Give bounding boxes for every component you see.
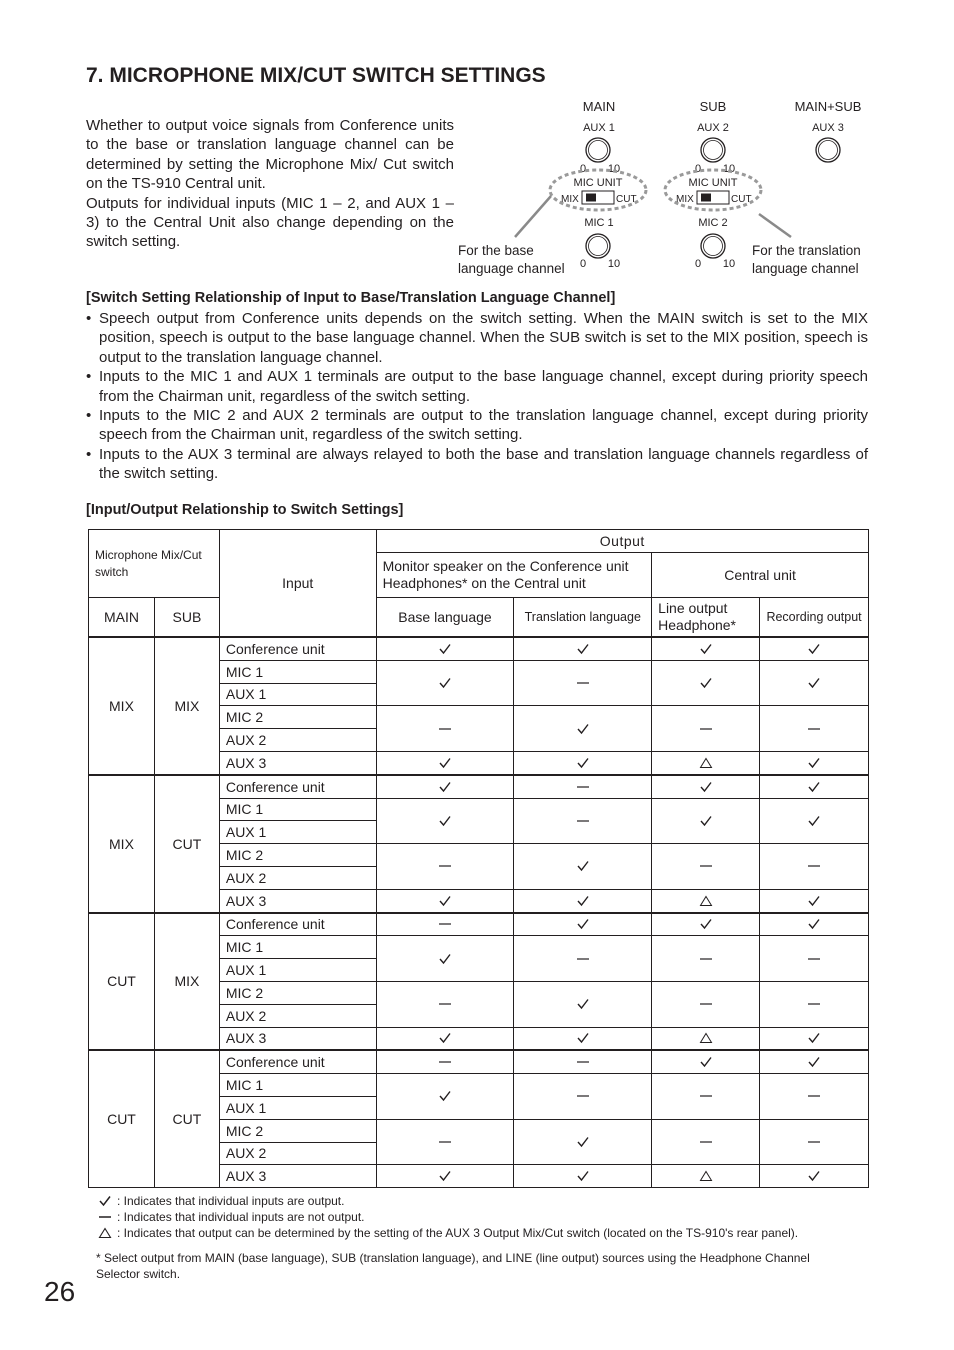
sub-switch-setting: MIX bbox=[154, 913, 219, 1051]
mic2-knob bbox=[701, 234, 725, 258]
diagram-mainsub-label: MAIN+SUB bbox=[794, 99, 862, 114]
main-switch-setting: CUT bbox=[89, 1050, 155, 1187]
input-name: AUX 2 bbox=[219, 1142, 376, 1165]
main-switch-setting: CUT bbox=[89, 913, 155, 1051]
base-channel-note-2: language channel bbox=[458, 261, 565, 276]
check-icon bbox=[376, 1074, 514, 1120]
aux2-scale-min: 0 bbox=[694, 163, 702, 175]
check-icon bbox=[760, 798, 869, 844]
check-icon bbox=[376, 1165, 514, 1188]
mic1-knob bbox=[586, 234, 610, 258]
check-icon bbox=[652, 798, 760, 844]
main-column-header: MAIN bbox=[89, 598, 155, 638]
sub-column-header: SUB bbox=[154, 598, 219, 638]
table-row bbox=[89, 775, 869, 798]
aux3-knob bbox=[816, 138, 840, 162]
legend-dash-text: : Indicates that individual inputs are not output. bbox=[117, 1210, 365, 1224]
dash-icon bbox=[376, 706, 514, 752]
check-icon bbox=[514, 981, 652, 1027]
dash-icon bbox=[760, 844, 869, 890]
check-icon bbox=[514, 1165, 652, 1188]
input-name: Conference unit bbox=[219, 637, 376, 660]
check-icon bbox=[376, 798, 514, 844]
dash-icon bbox=[376, 844, 514, 890]
diagram-main-label: MAIN bbox=[582, 99, 616, 114]
triangle-icon bbox=[652, 889, 760, 912]
input-name: AUX 1 bbox=[219, 821, 376, 844]
sub-cut-label: CUT bbox=[731, 194, 752, 205]
aux2-knob bbox=[701, 138, 725, 162]
input-column-header: Input bbox=[219, 530, 376, 638]
list-item bbox=[86, 367, 868, 406]
input-name: MIC 2 bbox=[219, 844, 376, 867]
check-icon bbox=[652, 660, 760, 706]
check-icon bbox=[514, 751, 652, 774]
bullet-text: Inputs to the AUX 3 terminal are always relayed to both the base and translation language channels regardless of the switch setting. bbox=[99, 445, 868, 483]
diagram-aux3-label: AUX 3 bbox=[812, 122, 844, 134]
check-icon bbox=[376, 889, 514, 912]
dash-icon bbox=[760, 1119, 869, 1165]
aux1-knob bbox=[586, 138, 610, 162]
check-icon bbox=[760, 637, 869, 660]
dash-icon bbox=[652, 1119, 760, 1165]
diagram-aux1-label: AUX 1 bbox=[583, 122, 615, 134]
check-icon bbox=[514, 1027, 652, 1050]
dash-icon bbox=[514, 936, 652, 982]
input-name: AUX 2 bbox=[219, 729, 376, 752]
list-item bbox=[86, 445, 868, 484]
check-icon bbox=[760, 775, 869, 798]
bullet-text: Speech output from Conference units depends on the switch setting. When the MAIN switch is set to the MIX position, speech is output to the base language channel. When the SUB switch is set to the MIX position, speech is output to the translation language channel. bbox=[99, 310, 868, 366]
input-name: MIC 1 bbox=[219, 936, 376, 959]
check-icon bbox=[376, 1027, 514, 1050]
input-name: AUX 2 bbox=[219, 866, 376, 889]
check-icon bbox=[760, 1165, 869, 1188]
bullet-mark: • bbox=[86, 407, 92, 425]
check-icon bbox=[514, 913, 652, 936]
check-icon bbox=[652, 637, 760, 660]
bullet-mark: • bbox=[86, 310, 92, 327]
diagram-mic2-label: MIC 2 bbox=[698, 217, 728, 229]
check-icon bbox=[376, 637, 514, 660]
mic2-scale-min: 0 bbox=[694, 258, 702, 270]
mic1-scale-max: 10 bbox=[607, 258, 621, 270]
translation-channel-note-1: For the translation bbox=[752, 243, 861, 258]
input-name: AUX 1 bbox=[219, 683, 376, 706]
check-icon bbox=[514, 844, 652, 890]
check-icon bbox=[514, 1119, 652, 1165]
check-icon bbox=[760, 660, 869, 706]
input-name: MIC 2 bbox=[219, 1119, 376, 1142]
monitor-column-header: Monitor speaker on the Conference unit Headphones* on the Central unit bbox=[376, 553, 652, 598]
sub-mic-unit-label: MIC UNIT bbox=[688, 177, 738, 189]
base-channel-note-1: For the base bbox=[458, 243, 534, 258]
legend-row-check bbox=[96, 1193, 798, 1209]
sub-mix-label: MIX bbox=[676, 194, 694, 205]
check-icon bbox=[760, 1027, 869, 1050]
dash-icon bbox=[376, 981, 514, 1027]
input-name: AUX 1 bbox=[219, 1096, 376, 1119]
dash-icon bbox=[514, 660, 652, 706]
legend-row-dash bbox=[96, 1209, 798, 1225]
dash-icon bbox=[514, 1050, 652, 1073]
check-icon bbox=[652, 1050, 760, 1073]
legend-check-text: : Indicates that individual inputs are output. bbox=[117, 1194, 345, 1208]
check-icon bbox=[652, 775, 760, 798]
dash-icon bbox=[760, 936, 869, 982]
legend-triangle-text: : Indicates that output can be determined by the setting of the AUX 3 Output Mix/Cut switch (located on the TS-910's rear panel). bbox=[117, 1226, 799, 1240]
main-switch-setting: MIX bbox=[89, 637, 155, 775]
list-item bbox=[86, 406, 868, 445]
intro-paragraph-1: Whether to output voice signals from Conference units to the base or translation language channel can be determined by setting the Microphone Mix/ Cut switch on the TS-910 Central unit. bbox=[86, 117, 454, 193]
dash-icon bbox=[652, 981, 760, 1027]
recording-output-column-header: Recording output bbox=[760, 598, 869, 638]
dash-icon bbox=[760, 706, 869, 752]
intro-paragraph-2: Outputs for individual inputs (MIC 1 – 2, and AUX 1 – 3) to the Central Unit also change depending on the switch setting. bbox=[86, 194, 454, 251]
check-icon bbox=[96, 1195, 114, 1207]
switch-relationship-heading: [Switch Setting Relationship of Input to Base/Translation Language Channel] bbox=[86, 290, 616, 306]
input-name: AUX 1 bbox=[219, 959, 376, 982]
symbol-legend bbox=[96, 1193, 798, 1241]
dash-icon bbox=[514, 775, 652, 798]
input-name: MIC 1 bbox=[219, 660, 376, 683]
triangle-icon bbox=[652, 751, 760, 774]
input-name: MIC 2 bbox=[219, 706, 376, 729]
check-icon bbox=[760, 751, 869, 774]
check-icon bbox=[514, 706, 652, 752]
intro-text bbox=[86, 116, 454, 252]
check-icon bbox=[376, 775, 514, 798]
central-unit-column-header: Central unit bbox=[652, 553, 869, 598]
bullet-text: Inputs to the MIC 1 and AUX 1 terminals are output to the base language channel, except during priority speech from the Chairman unit, regardless of the switch setting. bbox=[99, 368, 868, 405]
check-icon bbox=[652, 913, 760, 936]
input-name: MIC 1 bbox=[219, 798, 376, 821]
dash-icon bbox=[376, 913, 514, 936]
check-icon bbox=[376, 751, 514, 774]
output-column-header: Output bbox=[376, 530, 868, 553]
footnote: * Select output from MAIN (base language), SUB (translation language), and LINE (line output) sources using the Headphone Channel Selector switch. bbox=[96, 1251, 810, 1281]
dash-icon bbox=[514, 1074, 652, 1120]
check-icon bbox=[760, 889, 869, 912]
translation-pointer-line bbox=[759, 214, 791, 237]
dash-icon bbox=[652, 706, 760, 752]
diagram-aux2-label: AUX 2 bbox=[697, 122, 729, 134]
base-pointer-line bbox=[515, 196, 551, 237]
switch-column-header: Microphone Mix/Cut switch bbox=[89, 530, 220, 598]
sub-switch-setting: CUT bbox=[154, 775, 219, 913]
input-name: MIC 1 bbox=[219, 1074, 376, 1097]
main-mix-label: MIX bbox=[561, 194, 579, 205]
mic2-scale-max: 10 bbox=[722, 258, 736, 270]
input-name: AUX 3 bbox=[219, 1165, 376, 1188]
page-number: 26 bbox=[44, 1276, 76, 1307]
sub-switch-setting: CUT bbox=[154, 1050, 219, 1187]
check-icon bbox=[514, 889, 652, 912]
io-relationship-table bbox=[88, 529, 869, 1188]
input-name: MIC 2 bbox=[219, 981, 376, 1004]
switch-relationship-list bbox=[86, 309, 868, 484]
dash-icon bbox=[760, 1074, 869, 1120]
check-icon bbox=[760, 913, 869, 936]
dash-icon bbox=[514, 798, 652, 844]
table-row bbox=[89, 1050, 869, 1073]
triangle-icon bbox=[652, 1165, 760, 1188]
diagram-mic1-label: MIC 1 bbox=[584, 217, 614, 229]
aux1-scale-max: 10 bbox=[607, 163, 621, 175]
dash-icon bbox=[376, 1119, 514, 1165]
main-cut-label: CUT bbox=[616, 194, 637, 205]
input-name: AUX 3 bbox=[219, 751, 376, 774]
bullet-text: Inputs to the MIC 2 and AUX 2 terminals are output to the translation language channel, except during priority speech from the Chairman unit, regardless of the switch setting. bbox=[99, 407, 868, 444]
bullet-mark: • bbox=[86, 368, 92, 386]
dash-icon bbox=[652, 844, 760, 890]
io-relationship-heading: [Input/Output Relationship to Switch Settings] bbox=[86, 502, 404, 518]
translation-language-column-header: Translation language bbox=[514, 598, 652, 638]
dash-icon bbox=[652, 1074, 760, 1120]
base-language-column-header: Base language bbox=[376, 598, 514, 638]
aux1-scale-min: 0 bbox=[579, 163, 587, 175]
input-name: AUX 2 bbox=[219, 1004, 376, 1027]
dash-icon bbox=[96, 1211, 114, 1223]
input-name: AUX 3 bbox=[219, 889, 376, 912]
legend-row-triangle bbox=[96, 1225, 798, 1241]
line-output-column-header: Line output Headphone* bbox=[652, 598, 760, 638]
dash-icon bbox=[376, 1050, 514, 1073]
input-name: Conference unit bbox=[219, 1050, 376, 1073]
dash-icon bbox=[652, 936, 760, 982]
input-name: Conference unit bbox=[219, 775, 376, 798]
translation-channel-note-2: language channel bbox=[752, 261, 859, 276]
diagram-sub-label: SUB bbox=[699, 99, 727, 114]
triangle-icon bbox=[652, 1027, 760, 1050]
triangle-icon bbox=[96, 1227, 114, 1239]
table-row bbox=[89, 637, 869, 660]
input-name: Conference unit bbox=[219, 913, 376, 936]
bullet-mark: • bbox=[86, 445, 92, 463]
dash-icon bbox=[760, 981, 869, 1027]
check-icon bbox=[760, 1050, 869, 1073]
check-icon bbox=[376, 660, 514, 706]
aux2-scale-max: 10 bbox=[722, 163, 736, 175]
main-switch-setting: MIX bbox=[89, 775, 155, 913]
section-title: 7. MICROPHONE MIX/CUT SWITCH SETTINGS bbox=[86, 64, 546, 87]
sub-switch-setting: MIX bbox=[154, 637, 219, 775]
mic1-scale-min: 0 bbox=[579, 258, 587, 270]
main-mic-unit-label: MIC UNIT bbox=[573, 177, 623, 189]
table-row bbox=[89, 913, 869, 936]
check-icon bbox=[376, 936, 514, 982]
input-name: AUX 3 bbox=[219, 1027, 376, 1050]
switch-diagram bbox=[455, 95, 875, 285]
check-icon bbox=[514, 637, 652, 660]
list-item bbox=[86, 309, 868, 367]
